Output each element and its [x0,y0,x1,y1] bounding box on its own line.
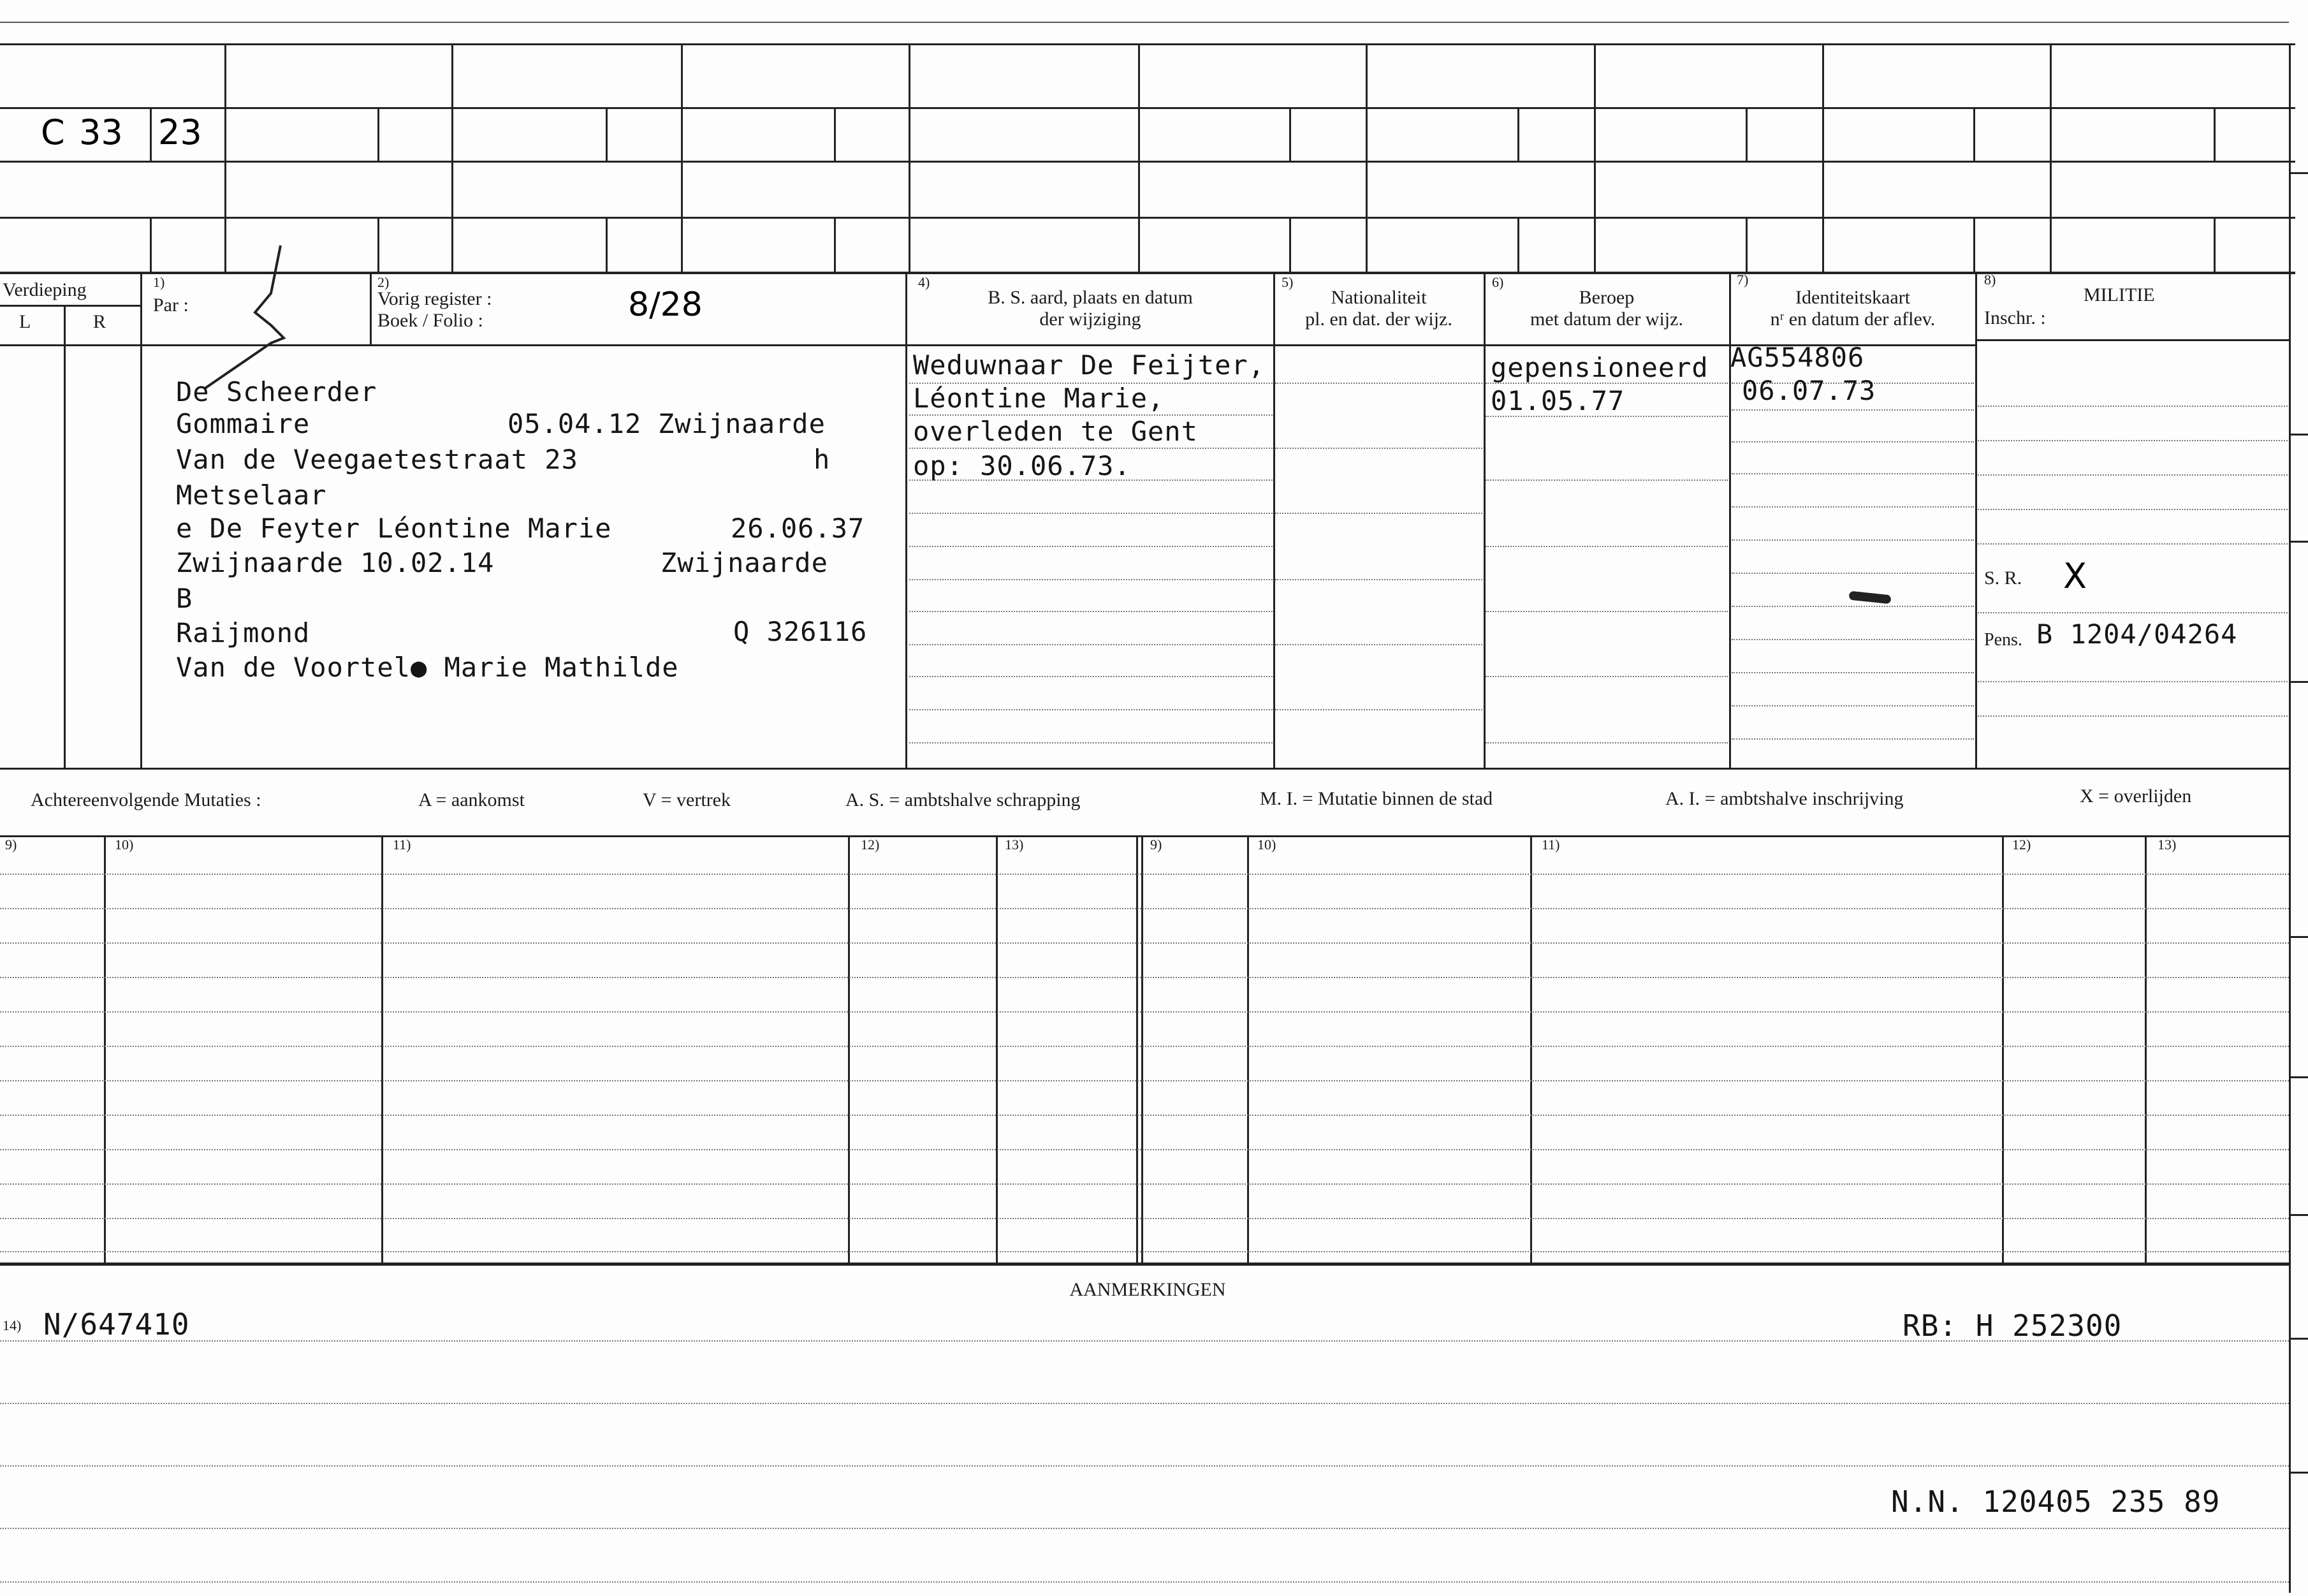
bs-header-line2: der wijziging [1039,309,1141,330]
address-mark: h [814,444,831,475]
vorig-register-label: Vorig register : [377,288,492,309]
grid-line [1366,43,1368,272]
grid-sheet-number: 23 [158,112,202,152]
firstname: Gommaire [176,408,310,439]
rb-number: RB: H 252300 [1903,1308,2122,1343]
grid-code-letter: C [41,112,65,152]
mutation-column-divider [381,835,383,1263]
remarks-line [0,1403,2289,1404]
bs-header-line1: B. S. aard, plaats en datum [988,287,1193,308]
ruled-line [1732,441,1974,443]
grid-line [451,43,453,272]
mutation-row-line [0,942,2289,944]
top-border [0,43,2295,45]
remarks-line [0,1528,2289,1529]
remarks-top-line [0,1263,2289,1266]
ruled-line [909,448,1273,449]
grid-line [1138,43,1140,272]
pens-value: B 1204/04264 [2036,619,2238,650]
grid-line [834,107,836,161]
grid-line [834,217,836,272]
mutation-column-divider [848,835,850,1263]
grid-line [0,272,2295,274]
grid-line [2214,107,2216,161]
grid-line [1822,43,1824,272]
ruled-line [1732,606,1974,607]
legend-item: X = overlijden [2080,786,2192,807]
mutation-column-number: 12) [2012,837,2031,853]
legend-item: A = aankomst [418,789,525,810]
mutation-column-divider [2002,835,2004,1263]
identiteitskaart-header: Identiteitskaart [1795,287,1910,308]
column-divider [1273,272,1275,768]
mutation-column-divider [1247,835,1249,1263]
ruled-line [1275,579,1482,580]
field-number: 7) [1737,272,1749,288]
ruled-line [909,742,1273,743]
r-label: R [93,311,106,332]
nationaliteit-header: Nationaliteit [1331,287,1427,308]
column-divider [1484,272,1486,768]
birth-place: Zwijnaarde [658,408,826,439]
legend-item: A. S. = ambtshalve schrapping [845,789,1081,810]
grid-line [0,305,140,307]
mutation-column-divider [1530,835,1532,1263]
edge-tick [2289,936,2308,938]
ruled-line [1275,513,1482,514]
mutation-column-divider [1141,835,1143,1263]
grid-line [0,217,2295,219]
marriage-date: 26.06.37 [731,513,865,544]
ruled-line [1978,681,2288,682]
ruled-line [1978,474,2288,476]
ink-blot [1848,591,1891,604]
field-number: 5) [1282,274,1294,290]
mutation-column-divider [1136,835,1138,1263]
mutation-row-line [0,1115,2289,1116]
column-divider [905,272,907,768]
mutation-column-number: 13) [1005,837,1024,853]
spouse-birth-place: Zwijnaarde [661,547,828,578]
grid-line [2050,43,2052,272]
bs-entry-line: overleden te Gent [913,416,1198,447]
ruled-line [909,709,1273,710]
parent2: Van de Voortel● Marie Mathilde [176,652,679,683]
grid-code-number: 33 [79,112,123,152]
ruled-line [1978,406,2288,407]
grid-line [150,107,152,161]
edge-tick [2289,681,2308,683]
grid-line [1746,107,1748,161]
mutation-column-number: 10) [115,837,134,853]
mutation-table-top [0,835,2289,837]
address: Van de Veegaetestraat 23 [176,444,578,475]
ruled-line [1978,440,2288,441]
field-number: 14) [3,1317,22,1333]
mutation-row-line [0,1149,2289,1150]
parent1: Raijmond [176,617,310,648]
grid-line [1973,217,1975,272]
ruled-line [1275,709,1482,710]
beroep-entry: gepensioneerd [1491,352,1709,383]
ruled-line [1732,738,1974,740]
mutation-column-number: 10) [1257,837,1276,853]
ruled-line [1486,546,1728,547]
field-number: 1) [153,274,165,290]
legend-item: V = vertrek [643,789,731,810]
ruled-line [1486,742,1728,743]
remarks-reference: N/647410 [43,1307,190,1342]
grid-line [1289,107,1291,161]
pens-label: Pens. [1984,630,2022,650]
grid-line [1973,107,1975,161]
grid-line [909,43,910,272]
ruled-line [1732,672,1974,673]
mutation-column-number: 13) [2158,837,2177,853]
edge-tick [2289,1338,2308,1340]
ruled-line [1486,611,1728,612]
bs-entry-line: op: 30.06.73. [913,450,1131,481]
sr-mark: X [2063,556,2087,596]
nationaliteit-subheader: pl. en dat. der wijz. [1305,309,1452,330]
mutation-row-line [0,1183,2289,1185]
mutation-column-number: 9) [1150,837,1162,853]
right-border [2289,43,2291,1593]
header-bottom-line [1976,339,2289,341]
ruled-line [1978,715,2288,717]
occupation: Metselaar [176,480,327,511]
remarks-line [0,1581,2289,1583]
ruled-line [1732,473,1974,474]
inschr-label: Inschr. : [1984,307,2046,328]
ruled-line [1275,383,1482,384]
grid-line [1746,217,1748,272]
ruled-line [1732,539,1974,541]
grid-line [1289,217,1291,272]
field-number: 8) [1984,272,1996,288]
mutation-row-line [0,1046,2289,1047]
ruled-line [909,676,1273,677]
column-divider [1975,272,1977,768]
mutation-column-number: 11) [1542,837,1560,853]
beroep-header: Beroep [1579,287,1635,308]
field-number: 6) [1492,274,1504,290]
mutation-row-line [0,1011,2289,1013]
legend-item: A. I. = ambtshalve inschrijving [1665,788,1904,809]
grid-line [606,217,608,272]
category: B [176,583,193,614]
top-edge [0,22,2289,23]
mutation-column-divider [104,835,106,1263]
grid-line [377,217,379,272]
mutation-row-line [0,1251,2289,1252]
grid-line [1594,43,1596,272]
ruled-line [1732,639,1974,640]
ruled-line [1275,644,1482,645]
national-number: N.N. 120405 235 89 [1891,1484,2221,1519]
edge-tick [2289,434,2308,436]
sr-label: S. R. [1984,567,2022,589]
bs-entry-line: Weduwnaar De Feijter, [913,349,1266,381]
beroep-subheader: met datum der wijz. [1530,309,1683,330]
grid-line [681,43,683,272]
id-date: 06.07.73 [1742,375,1876,406]
verdieping-label: Verdieping [3,279,87,300]
field-number: 4) [918,274,930,290]
grid-line [1517,107,1519,161]
mutation-column-number: 9) [5,837,17,853]
boek-folio-label: Boek / Folio : [377,310,483,331]
birth-date: 05.04.12 [508,408,642,439]
grid-line [1517,217,1519,272]
edge-tick [2289,541,2308,543]
legend-item: M. I. = Mutatie binnen de stad [1260,788,1493,809]
edge-tick [2289,1214,2308,1216]
ruled-line [1978,543,2288,545]
remarks-title: AANMERKINGEN [1069,1279,1226,1300]
legend-top-line [0,768,2289,770]
ruled-line [909,579,1273,580]
mutation-row-line [0,1080,2289,1081]
mutation-column-number: 12) [861,837,880,853]
grid-line [377,107,379,161]
edge-tick [2289,1472,2308,1474]
ruled-line [1732,409,1974,411]
ruled-line [909,644,1273,645]
grid-line [2214,217,2216,272]
ruled-line [1486,480,1728,481]
id-code: Q 326116 [733,616,868,647]
ruled-line [1732,506,1974,508]
mutation-column-divider [996,835,998,1263]
spouse: e De Feyter Léontine Marie [176,513,612,544]
identiteitskaart-subheader: nʳ en datum der aflev. [1770,309,1936,330]
ruled-line [1732,573,1974,574]
grid-line [606,107,608,161]
grid-line [0,107,2295,109]
edge-tick [2289,1076,2308,1078]
ruled-line [1275,448,1482,449]
l-label: L [19,311,31,332]
ruled-line [909,611,1273,612]
ruled-line [1732,705,1974,706]
ruled-line [1486,676,1728,677]
ruled-line [1978,509,2288,510]
mutation-row-line [0,874,2289,875]
lr-divider [64,305,66,768]
militie-header: MILITIE [2084,284,2155,305]
grid-line [150,217,152,272]
mutation-row-line [0,908,2289,909]
ruled-line [909,546,1273,547]
mutation-row-line [0,1218,2289,1219]
beroep-date: 01.05.77 [1491,385,1625,416]
mutation-column-number: 11) [393,837,411,853]
remarks-line [0,1465,2289,1467]
id-number: AG554806 [1730,342,1865,373]
grid-line [0,161,2295,163]
spouse-birth: Zwijnaarde 10.02.14 [176,547,495,578]
surname: De Scheerder [176,376,377,407]
column-divider [140,272,142,768]
par-label: Par : [153,295,189,316]
bs-entry-line: Léontine Marie, [913,383,1165,414]
column-divider [370,272,372,344]
mutation-row-line [0,977,2289,978]
legend-title: Achtereenvolgende Mutaties : [31,789,261,810]
mutation-column-divider [2145,835,2147,1263]
vorig-register-value: 8/28 [628,286,703,324]
ruled-line [1978,612,2288,613]
field-number: 2) [377,274,390,290]
ruled-line [909,513,1273,514]
edge-tick [2289,172,2308,174]
